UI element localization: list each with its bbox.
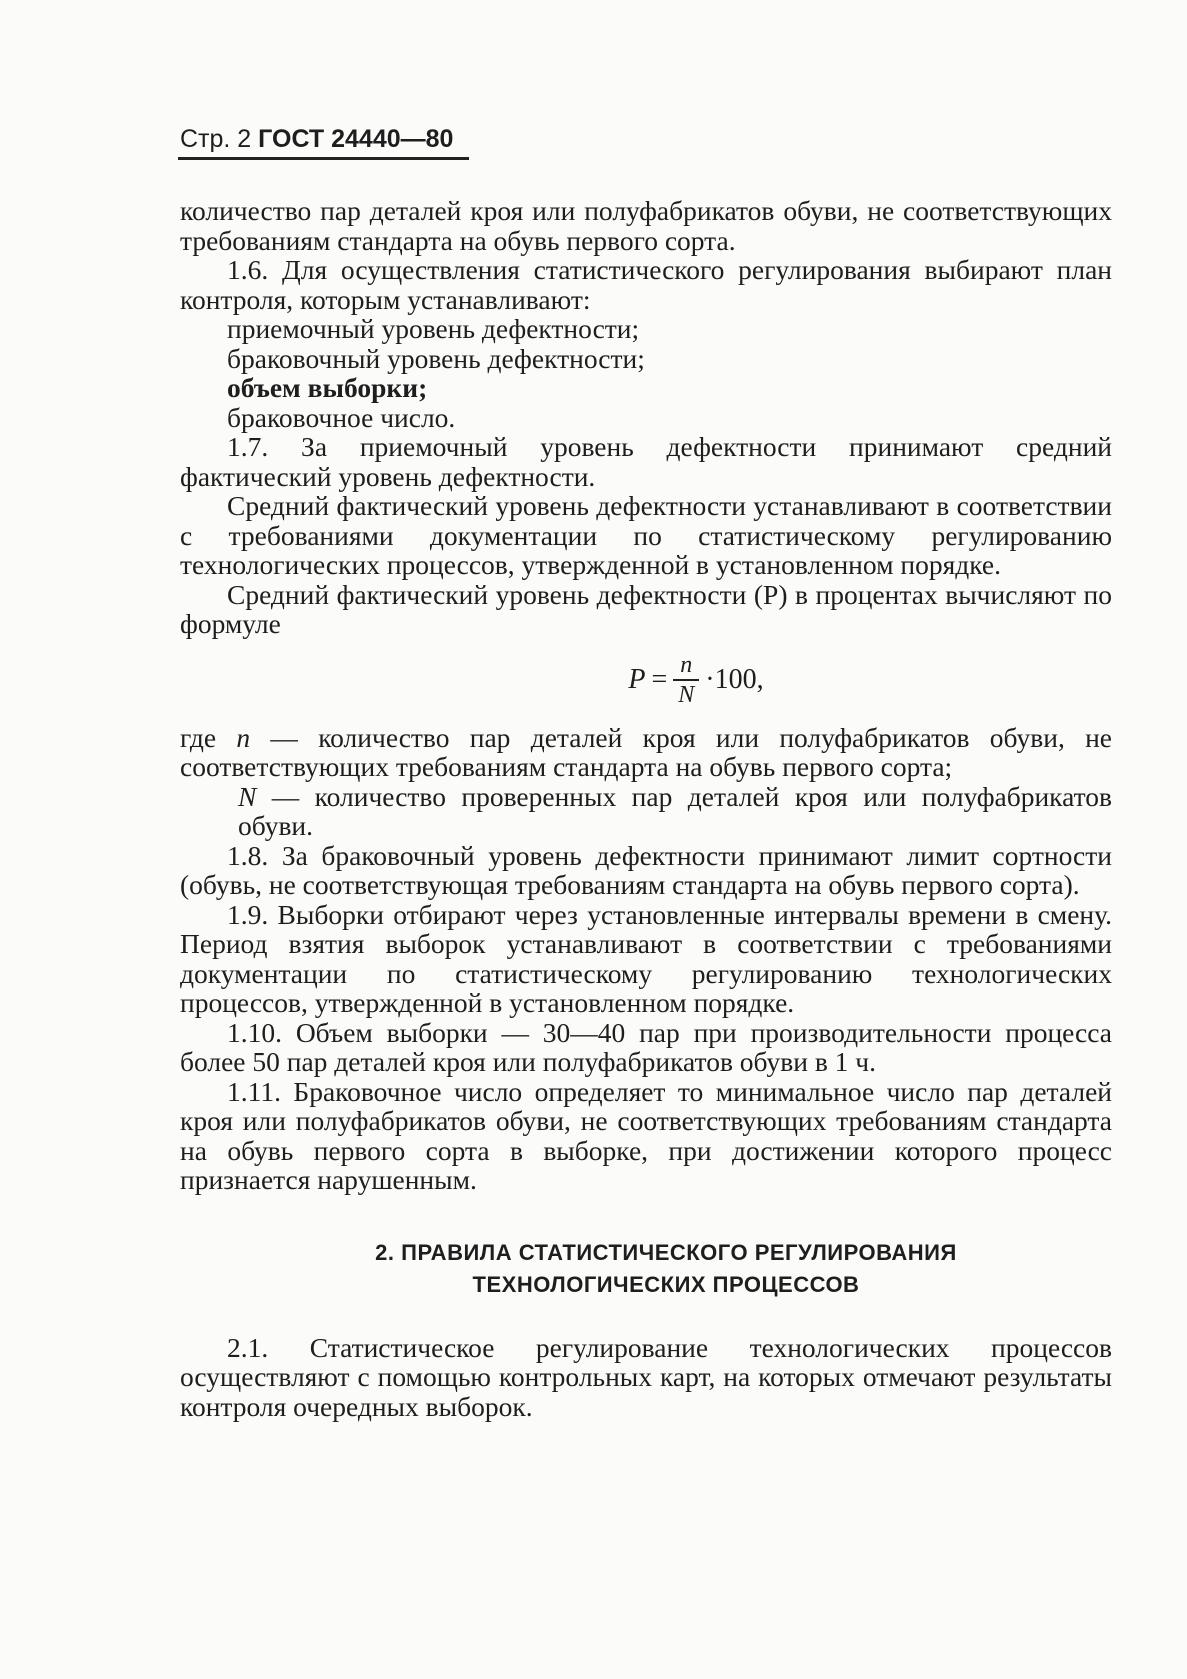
list-item-rejection-level: браковочный уровень дефектности; [227,342,645,374]
header-rule [178,157,469,160]
paragraph-1-10: 1.10. Объем выборки — 30—40 пар при производительности процесса более 50 пар деталей кроя или полуфабрикатов обуви в 1 ч. [180,1016,1112,1077]
legend-N [180,782,1112,841]
standard-number: ГОСТ 24440—80 [258,125,454,153]
paragraph-intro: количество пар деталей кроя или полуфабрикатов обуви, не соответствующих требованиям стандарта на обувь первого сорта. [180,195,1112,256]
page-header [180,124,453,154]
formula-fraction [673,653,699,707]
paragraph-1-11: 1.11. Браковочное число определяет то минимальное число пар деталей кроя или полуфабрикатов обуви, не соответствующих требованиям стандарта на обувь первого сорта в выборке, при достижении которого процесс признается нарушенным. [180,1075,1112,1195]
paragraph-1-6: 1.6. Для осуществления статистического регулирования выбирают план контроля, которым устанавливают: [180,254,1112,315]
list-item-sample-size: объем выборки; [227,372,428,403]
legend-n-symbol: n [236,721,251,753]
page-number: Стр. 2 [180,125,252,153]
list-item-rejection-number: браковочное число. [227,401,456,433]
legend-N-text: — количество проверенных пар деталей кроя или полуфабрикатов обуви. [238,780,1112,841]
fraction-bar [673,679,699,681]
legend-N-symbol: N [238,780,257,812]
formula-rest: ·100, [705,663,764,695]
paragraph-1-8: 1.8. За браковочный уровень дефектности принимают лимит сортности (обувь, не соответствующая требованиям стандарта на обувь первого сорта). [180,839,1112,900]
formula-denominator: N [678,681,695,708]
legend-n-text: — количество пар деталей кроя или полуфабрикатов обуви, не соответствующих требованиям стандарта на обувь первого сорта; [180,721,1113,782]
paragraph-1-7c: Средний фактический уровень дефектности (P) в процентах вычисляют по формуле [180,578,1112,639]
paragraph-1-9: 1.9. Выборки отбирают через установленные интервалы времени в смену. Период взятия выборок устанавливают в соответствии с требованиями документации по статистическому регулированию технологических процессов, утвержденной в установленном порядке. [180,898,1112,1018]
legend-lead: где [180,721,217,753]
document-body [180,196,1112,1421]
formula-equals: = [651,663,668,695]
section-2-title [220,1237,1112,1301]
paragraph-1-7: 1.7. За приемочный уровень дефектности принимают средний фактический уровень дефектности. [180,431,1112,492]
paragraph-2-1: 2.1. Статистическое регулирование технологических процессов осуществляют с помощью контрольных карт, на которых отмечают результаты контроля очередных выборок. [180,1331,1112,1422]
formula-numerator: n [680,651,693,678]
defect-level-formula [280,653,1112,711]
formula-lhs: P [628,663,646,695]
paragraph-1-7b: Средний фактический уровень дефектности устанавливают в соответствии с требованиями документации по статистическому регулированию технологических процессов, утвержденной в установленном порядке. [180,490,1112,580]
formula-legend [180,723,1112,841]
section-title-line-1: 2. ПРАВИЛА СТАТИСТИЧЕСКОГО РЕГУЛИРОВАНИЯ [375,1239,957,1265]
legend-n [180,723,1112,782]
list-item-acceptance-level: приемочный уровень дефектности; [227,313,640,344]
section-title-line-2: ТЕХНОЛОГИЧЕСКИХ ПРОЦЕССОВ [472,1271,860,1297]
